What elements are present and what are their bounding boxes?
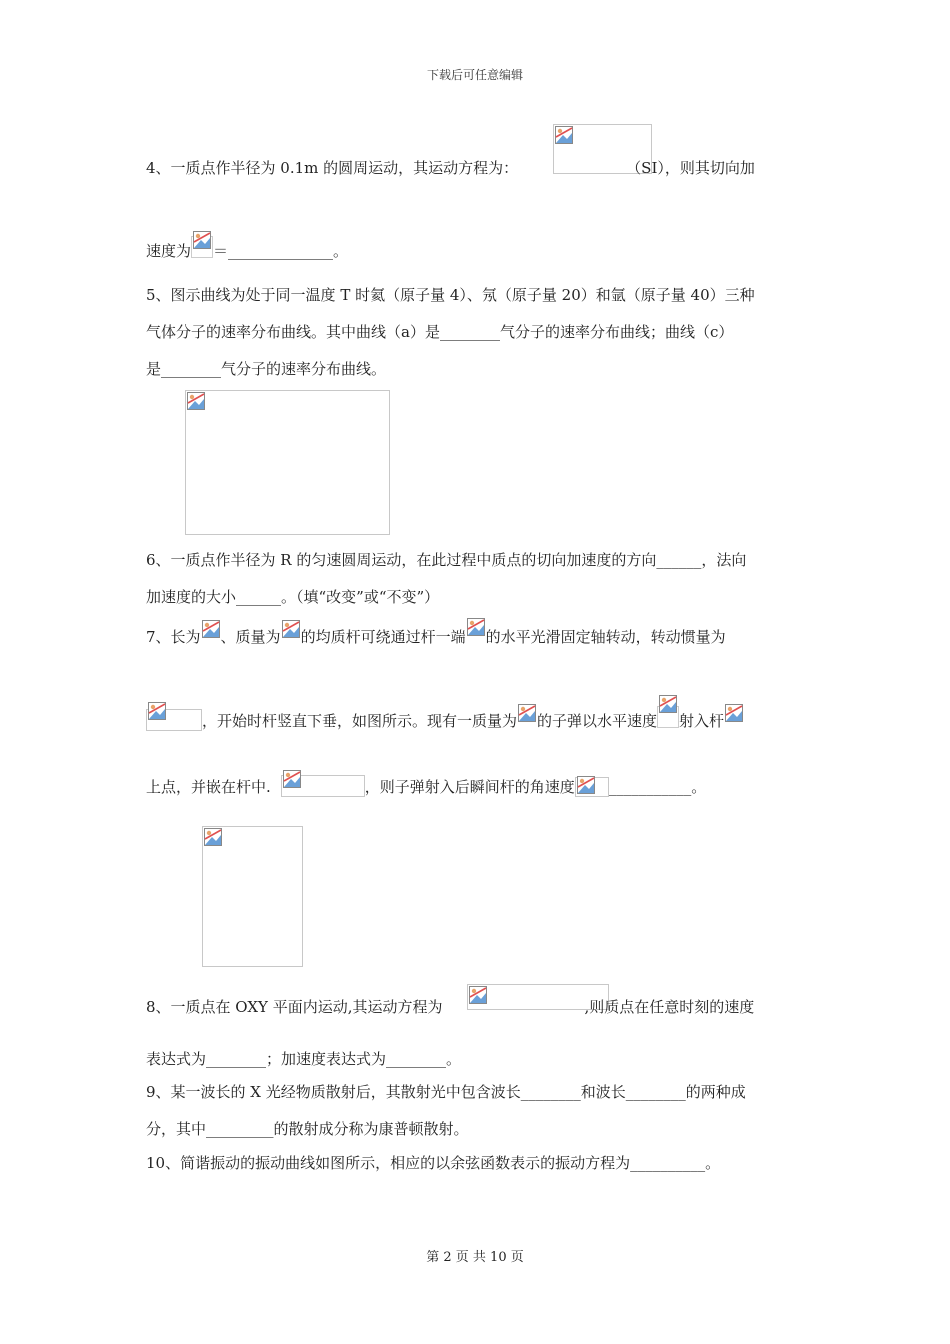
- broken-image-icon: [282, 620, 300, 638]
- q7-line2: ，开始时杆竖直下垂，如图所示。现有一质量为 的子弹以水平速度 射入杆: [146, 706, 744, 731]
- broken-image-icon: [577, 776, 595, 794]
- q4-line1: 4、一质点作半径为 0.1m 的圆周运动，其运动方程为： （SI），则其切向加: [146, 159, 755, 177]
- formula-image-axis-point: [466, 624, 486, 644]
- broken-image-icon: [283, 770, 301, 788]
- page-header: 下载后可任意编辑: [426, 68, 523, 82]
- broken-image-icon: [467, 618, 485, 636]
- q10-line1: 10、简谐振动的振动曲线如图所示，相应的以余弦函数表示的振动方程为__________。: [146, 1154, 721, 1172]
- broken-image-icon: [202, 620, 220, 638]
- broken-image-icon: [659, 695, 677, 713]
- broken-image-icon: [555, 126, 573, 144]
- formula-image-moment-of-inertia: [146, 709, 202, 731]
- broken-image-icon: [204, 828, 222, 846]
- q5-line2: 气体分子的速率分布曲线。其中曲线（a）是________气分子的速率分布曲线；曲线（c）: [146, 323, 734, 341]
- broken-image-icon: [518, 704, 536, 722]
- q6-line2: 加速度的大小______。（填“改变”或“不变”）: [146, 588, 440, 606]
- formula-image-tangential-acc: [191, 236, 213, 258]
- formula-image-bullet-mass: [517, 708, 537, 728]
- q7-line1: 7、长为 、质量为 的均质杆可绕通过杆一端 的水平光滑固定轴转动，转动惯量为: [146, 624, 726, 647]
- q8-line1: 8、一质点在 OXY 平面内运动,其运动方程为 ,则质点在任意时刻的速度: [146, 998, 755, 1016]
- figure-speed-distribution: [185, 390, 390, 535]
- q9-line1: 9、某一波长的 X 光经物质散射后，其散射光中包含波长________和波长________的两种成: [146, 1083, 746, 1101]
- broken-image-icon: [725, 704, 743, 722]
- q7-line3: 上点，并嵌在杆中. ，则子弹射入后瞬间杆的角速度 ___________。: [146, 775, 706, 797]
- formula-image-angular-velocity: [575, 777, 609, 797]
- broken-image-icon: [148, 702, 166, 720]
- formula-image-point: [724, 708, 744, 728]
- q5-line3: 是________气分子的速率分布曲线。: [146, 360, 387, 378]
- q5-line1: 5、图示曲线为处于同一温度 T 时氦（原子量 4）、氖（原子量 20）和氩（原子量 40）三种: [146, 286, 755, 304]
- formula-image-length: [201, 624, 221, 644]
- broken-image-icon: [187, 392, 205, 410]
- formula-image-mass: [281, 624, 301, 644]
- figure-rod: [202, 826, 303, 967]
- q8-line2: 表达式为________；加速度表达式为________。: [146, 1050, 462, 1068]
- q9-line2: 分，其中_________的散射成分称为康普顿散射。: [146, 1120, 469, 1138]
- broken-image-icon: [193, 231, 211, 249]
- page-footer: 第 2 页 共 10 页: [426, 1250, 524, 1265]
- q6-line1: 6、一质点作半径为 R 的匀速圆周运动，在此过程中质点的切向加速度的方向______，法向: [146, 551, 747, 569]
- q4-line2: 速度为 ＝______________。: [146, 236, 348, 261]
- formula-image-condition: [281, 775, 365, 797]
- formula-image-velocity: [657, 706, 679, 728]
